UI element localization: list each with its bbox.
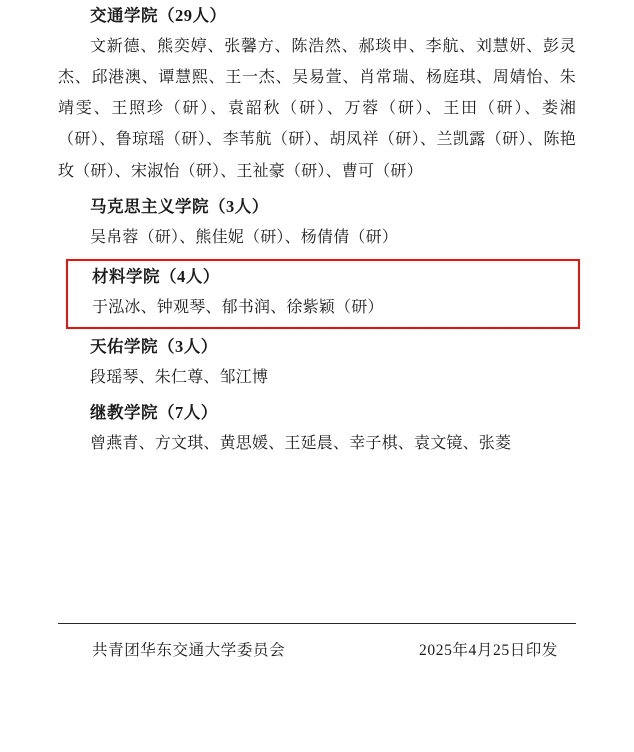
section-title: 材料学院（4人） <box>92 266 220 286</box>
section-name-list: 于泓冰、钟观琴、郁书润、徐紫颖（研） <box>92 298 384 316</box>
section-title: 马克思主义学院（3人） <box>90 196 269 216</box>
section-jijiao <box>58 399 576 459</box>
section-name-list: 文新德、熊奕婷、张馨方、陈浩然、郝琰申、李航、刘慧妍、彭灵杰、邱港澳、谭慧熙、王一杰、吴易萱、肖常瑞、杨庭琪、周婧怡、朱靖雯、王照珍（研）、袁韶秋（研）、万蓉（研）、王田（研）、娄湘（研）、鲁琼瑶（研）、李苇航（研）、胡凤祥（研）、兰凯露（研）、陈艳玫（研）、宋淑怡（研）、王祉豪（研）、曹可（研） <box>58 37 576 180</box>
footer-issuer: 共青团华东交通大学委员会 <box>92 642 286 659</box>
section-tianyou <box>58 333 576 393</box>
highlighted-section-cailiao <box>66 259 580 329</box>
section-jiaotong <box>58 2 576 187</box>
footer-divider <box>58 623 576 624</box>
section-name-list: 段瑶琴、朱仁尊、邹江博 <box>90 368 269 386</box>
document-page <box>0 2 634 752</box>
document-footer <box>58 623 576 660</box>
section-title: 天佑学院（3人） <box>90 336 218 356</box>
footer-row <box>58 638 576 660</box>
section-name-list: 吴帛蓉（研）、熊佳妮（研）、杨倩倩（研） <box>90 228 399 246</box>
section-title: 交通学院（29人） <box>90 6 227 25</box>
section-name-list: 曾燕青、方文琪、黄思媛、王延晨、幸子棋、袁文镜、张菱 <box>90 434 512 452</box>
footer-date: 2025年4月25日印发 <box>419 642 558 659</box>
section-title: 继教学院（7人） <box>90 403 218 422</box>
section-makesizhuyi <box>58 193 576 253</box>
